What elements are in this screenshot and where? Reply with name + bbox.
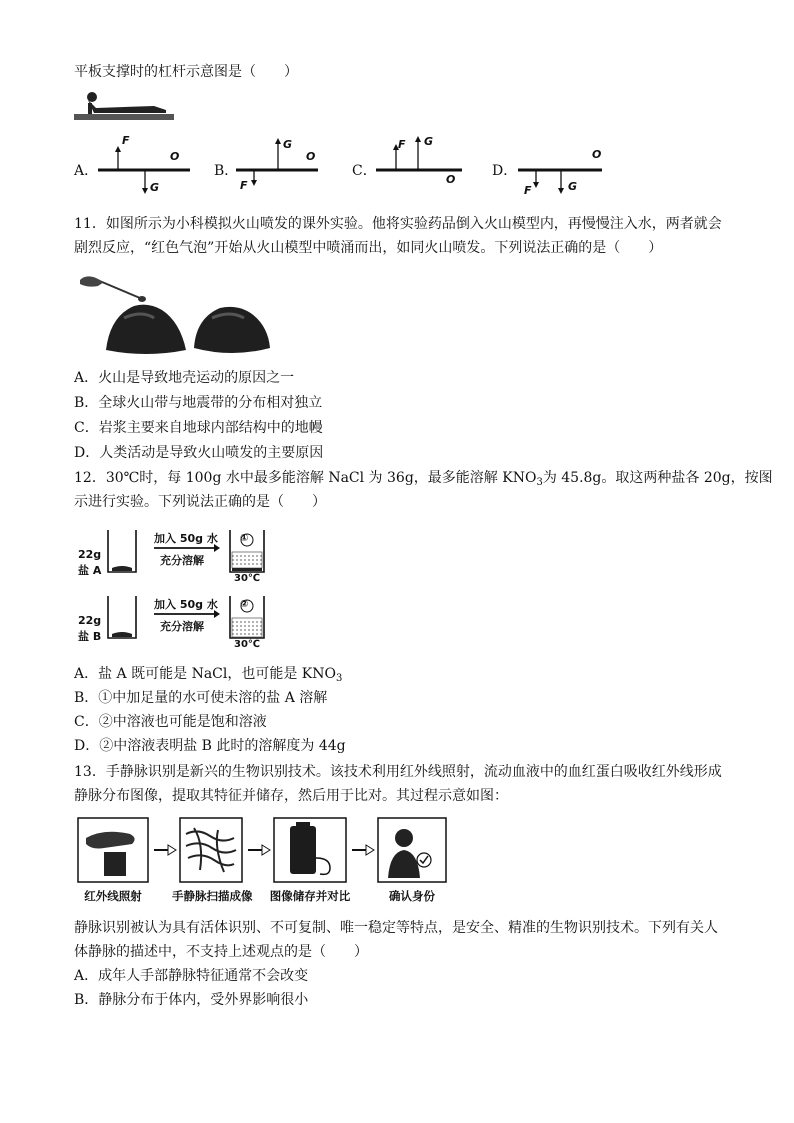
q12-option-a-text: A．盐 A 既可能是 NaCl，也可能是 KNO <box>74 666 336 682</box>
step-label-infrared: 红外线照射 <box>84 889 142 903</box>
q10-option-d[interactable]: D． <box>492 163 518 179</box>
step-label-scan: 手静脉扫描成像 <box>172 889 253 903</box>
add-water-label: 加入 50g 水 <box>154 598 218 611</box>
label-o: O <box>446 173 456 186</box>
label-o: O <box>170 150 180 163</box>
q11-option-d[interactable]: D．人类活动是导致火山喷发的主要原因 <box>74 445 324 461</box>
q12-option-a-sub: 3 <box>336 673 343 684</box>
lever-diagram-d <box>514 128 610 200</box>
q11-stem-line2: 剧烈反应，“红色气泡”开始从火山模型中喷涌而出，如同火山喷发。下列说法正确的是（ ） <box>74 240 663 256</box>
beaker-mark-1: ① <box>240 533 249 544</box>
label-f: F <box>398 138 406 151</box>
step-label-confirm: 确认身份 <box>389 889 435 903</box>
vein-process-figure <box>74 814 454 906</box>
experiment-row-2 <box>74 590 284 650</box>
temp-label: 30℃ <box>234 639 261 650</box>
label-o: O <box>592 148 602 161</box>
mass-label: 22g <box>78 614 102 627</box>
q11-option-a[interactable]: A．火山是导致地壳运动的原因之一 <box>74 370 295 386</box>
mass-label: 22g <box>78 548 102 561</box>
salt-b-label: 盐 B <box>78 630 102 643</box>
q10-option-a[interactable]: A． <box>74 163 99 179</box>
step-label-store: 图像储存并对比 <box>269 889 351 903</box>
volcano-figure <box>74 266 274 362</box>
label-g: G <box>150 181 160 194</box>
dissolve-label: 充分溶解 <box>160 554 204 567</box>
q13-stem-line1: 13．手静脉识别是新兴的生物识别技术。该技术利用红外线照射，流动血液中的血红蛋白吸收红外线形成 <box>74 764 722 780</box>
q12-stem-line2: 示进行实验。下列说法正确的是（ ） <box>74 494 326 510</box>
label-g: G <box>424 135 434 148</box>
lever-diagram-b <box>234 128 324 196</box>
q13-stem-line4: 体静脉的描述中，不支持上述观点的是（ ） <box>74 944 368 960</box>
q12-option-b[interactable]: B．①中加足量的水可使未溶的盐 A 溶解 <box>74 690 328 706</box>
dissolve-label: 充分溶解 <box>160 620 204 633</box>
add-water-label: 加入 50g 水 <box>154 532 218 545</box>
temp-label: 30℃ <box>234 573 261 584</box>
q12-option-a[interactable] <box>74 664 342 689</box>
q11-stem-line1: 11．如图所示为小科模拟火山喷发的课外实验。他将实验药品倒入火山模型内，再慢慢注入水，两者就会 <box>74 216 722 232</box>
experiment-row-1 <box>74 524 284 584</box>
salt-a-label: 盐 A <box>78 564 102 577</box>
label-f: F <box>524 184 532 197</box>
q12-stem-line1 <box>74 468 773 493</box>
plank-figure <box>74 88 174 122</box>
q13-stem-line2: 静脉分布图像，提取其特征并储存，然后用于比对。其过程示意如图： <box>74 788 508 804</box>
lever-diagram-c <box>374 128 470 196</box>
beaker-mark-2: ② <box>240 599 249 610</box>
lever-diagram-a <box>96 128 192 196</box>
label-o: O <box>306 150 316 163</box>
q12-option-d[interactable]: D．②中溶液表明盐 B 此时的溶解度为 44g <box>74 738 346 754</box>
q11-option-c[interactable]: C．岩浆主要来自地球内部结构中的地幔 <box>74 420 323 436</box>
q13-stem-line3: 静脉识别被认为具有活体识别、不可复制、唯一稳定等特点，是安全、精准的生物识别技术。下列有关人 <box>74 920 718 936</box>
label-g: G <box>568 180 578 193</box>
label-f: F <box>122 134 130 147</box>
label-f: F <box>240 179 248 192</box>
q12-option-c[interactable]: C．②中溶液也可能是饱和溶液 <box>74 714 267 730</box>
q12-stem-part2: 为 45.8g。取这两种盐各 20g，按图 <box>542 470 773 486</box>
q10-option-b[interactable]: B． <box>214 163 239 179</box>
q10-stem: 平板支撑时的杠杆示意图是（ ） <box>74 64 298 80</box>
q12-stem-sub: 3 <box>536 477 543 488</box>
q12-stem-part1: 12．30℃时，每 100g 水中最多能溶解 NaCl 为 36g，最多能溶解 KNO <box>74 470 537 486</box>
q13-option-a[interactable]: A．成年人手部静脉特征通常不会改变 <box>74 968 309 984</box>
q10-option-c[interactable]: C． <box>352 163 377 179</box>
label-g: G <box>283 138 293 151</box>
q13-option-b[interactable]: B．静脉分布于体内，受外界影响很小 <box>74 992 309 1008</box>
q11-option-b[interactable]: B．全球火山带与地震带的分布相对独立 <box>74 395 323 411</box>
